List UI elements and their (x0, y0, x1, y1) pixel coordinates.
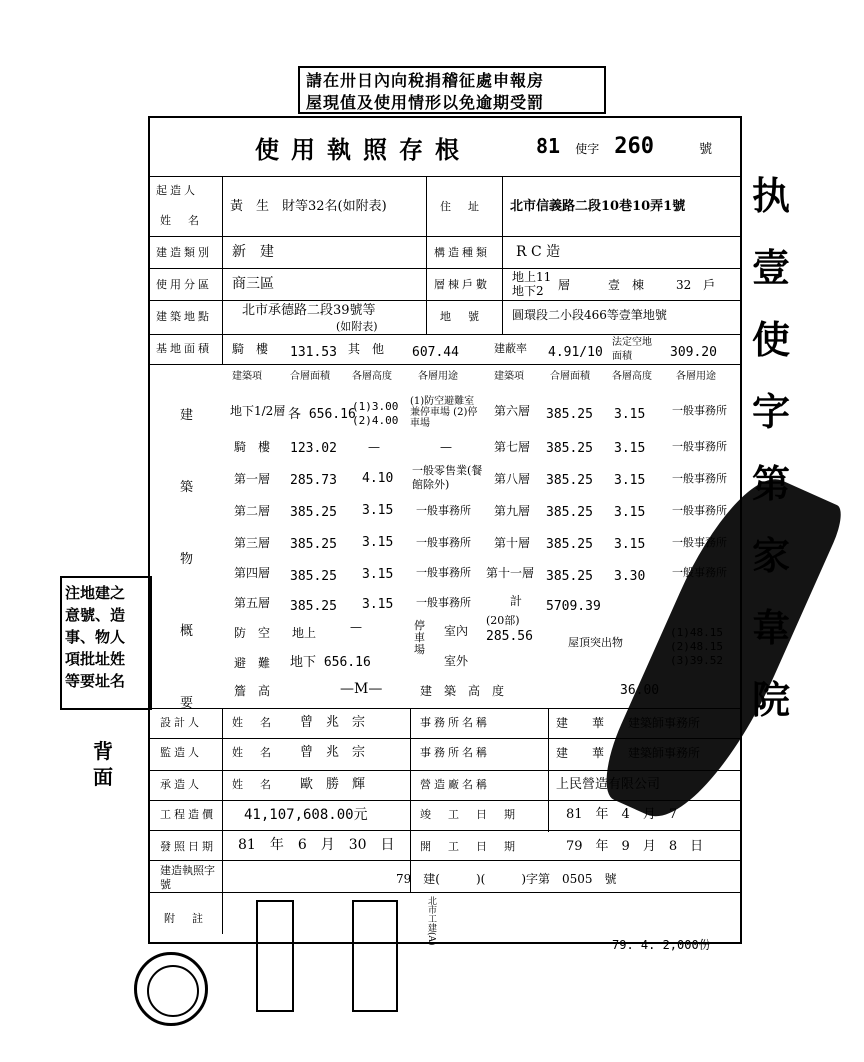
floor-use: 一般事務所 (672, 536, 727, 549)
floor-area: 385.25 (546, 407, 593, 422)
rule (150, 800, 740, 801)
floor-item: 地下1/2層 (230, 404, 286, 418)
back-char: 背 (93, 739, 113, 763)
rule (150, 364, 740, 365)
owner-value: 黃 生 財等32名(如附表) (230, 199, 387, 214)
header-height-2: 各層高度 (612, 371, 652, 382)
floor-area: 385.25 (546, 473, 593, 488)
bleed-char: 韋 (752, 605, 791, 650)
section-char: 建 (180, 408, 194, 423)
floor-height: 4.10 (362, 471, 394, 486)
floor-item: 第六層 (494, 404, 531, 418)
floor-item: 第五層 (234, 596, 271, 610)
address-value: 北市信義路二段10巷10弄1號 (510, 199, 686, 214)
floor-height: 3.15 (362, 567, 394, 582)
floor-item: 第一層 (234, 472, 271, 486)
start-label: 開 工 日 期 (420, 840, 518, 853)
roof-value-3: (3)39.52 (670, 654, 723, 667)
floors-ceng: 層 (558, 278, 571, 292)
floor-height: 3.15 (614, 407, 646, 422)
floor-item: 騎 樓 (234, 440, 271, 454)
floor-item: 第十層 (494, 536, 531, 550)
side-note-line: 等要址名 (65, 672, 126, 690)
print-note: 79. 4. 2,000份 (612, 938, 711, 952)
floor-use: 一般事務所 (672, 440, 727, 453)
ratio-value: 4.91/10 (548, 345, 603, 360)
parking-indoor: 室內 (444, 624, 469, 638)
floor-item: 第二層 (234, 504, 271, 518)
floor-area: 385.25 (546, 441, 593, 456)
floor-item: 第八層 (494, 472, 531, 486)
rule (150, 334, 740, 335)
designer-name: 曾 兆 宗 (300, 715, 366, 730)
company-value: 上民營造有限公司 (556, 777, 661, 792)
roof-value-2: (2)48.15 (670, 640, 723, 653)
notice-line-1: 請在卅日內向稅捐稽征處申報房 (306, 71, 545, 90)
floor-area: 123.02 (290, 441, 337, 456)
address-label: 住 址 (440, 200, 482, 213)
tax-notice-stamp (298, 66, 606, 114)
bleed-char: 第 (752, 461, 791, 506)
completion-value: 81 年 4 月 7 (566, 807, 678, 822)
owner-label-2: 姓 名 (160, 214, 202, 227)
rule (150, 300, 740, 301)
parking-outdoor: 室外 (444, 654, 469, 668)
ratio-label: 建蔽率 (494, 342, 527, 355)
bleed-char: 院 (752, 677, 791, 722)
floor-height: (1)3.00 (2)4.00 (352, 400, 399, 427)
floor-use: 一般事務所 (672, 566, 727, 579)
evacuation-value: 地下 656.16 (290, 655, 371, 670)
floor-area: 385.25 (290, 537, 337, 552)
designer-label: 設計人 (160, 716, 202, 729)
floors-dong: 壹 棟 (608, 278, 645, 292)
shelter-label: 防 空 (234, 626, 271, 640)
rule (150, 236, 740, 237)
contractor-label: 承造人 (160, 778, 202, 791)
back-char: 面 (93, 765, 113, 789)
floor-item: 第三層 (234, 536, 271, 550)
zone-value: 商三區 (232, 276, 274, 292)
other-label: 其 他 (348, 342, 385, 356)
contractor-name-label: 姓 名 (232, 778, 274, 791)
title-text: 使用執照存根 (255, 135, 471, 164)
office-label-2: 事務所名稱 (420, 746, 490, 759)
floor-height: 3.15 (362, 535, 394, 550)
approval-stamp-box (352, 900, 398, 1012)
parking-area: 285.56 (486, 629, 533, 644)
supervisor-office: 建 華 建築師事務所 (556, 746, 701, 760)
floor-height: 3.15 (362, 597, 394, 612)
other-value: 607.44 (412, 345, 459, 360)
floor-item: 第四層 (234, 566, 271, 580)
open-label: 法定空地面積 (612, 337, 652, 362)
rule (150, 860, 740, 861)
zone-label: 使用分區 (156, 278, 212, 291)
rule (150, 892, 740, 893)
bleed-char: 使 (752, 317, 791, 362)
side-note (60, 576, 152, 710)
floor-item: 第七層 (494, 440, 531, 454)
floors-up: 地上11 (512, 270, 552, 284)
permit-hao: 號 (699, 142, 713, 157)
rule (150, 738, 740, 739)
floor-area: 285.73 (290, 473, 337, 488)
floor-height: 3.15 (614, 473, 646, 488)
supervisor-name-label: 姓 名 (232, 746, 274, 759)
rule (150, 268, 740, 269)
header-height: 各層高度 (352, 371, 392, 382)
land-value: 圓環段二小段466等壹筆地號 (512, 308, 667, 322)
issue-label: 發照日期 (160, 840, 216, 853)
owner-label-1: 起造人 (156, 184, 198, 197)
floor-use: 一般事務所 (416, 504, 471, 517)
floor-area: 各 656.16 (288, 407, 356, 422)
bleed-char: 字 (752, 389, 791, 434)
building-height-value: 36.00 (620, 683, 660, 698)
header-use-2: 各層用途 (676, 371, 716, 382)
city-stamp: 北市工建(A) (426, 896, 436, 946)
evacuation-label: 避 難 (234, 656, 271, 670)
structure-value: R C 造 (516, 244, 561, 260)
total-area: 5709.39 (546, 599, 601, 614)
rule (150, 830, 740, 831)
remark-label: 附 註 (164, 912, 206, 925)
approval-stamp-box (256, 900, 294, 1012)
header-area-2: 合層面積 (550, 371, 590, 382)
floor-use: 一般事務所 (416, 596, 471, 609)
type-label: 建造類別 (156, 246, 212, 259)
shelter-up-value: — (350, 620, 362, 634)
rule (548, 708, 549, 832)
arcade-value: 131.53 (290, 345, 337, 360)
designer-name-label: 姓 名 (232, 716, 274, 729)
designer-office: 建 華 建築師事務所 (556, 716, 701, 730)
rule (150, 176, 740, 177)
completion-label: 竣 工 日 期 (420, 808, 518, 821)
floor-height: 3.15 (614, 537, 646, 552)
arcade-label: 騎 樓 (232, 342, 269, 356)
floor-area: 385.25 (290, 505, 337, 520)
section-char: 物 (180, 552, 194, 567)
company-label: 營造廠名稱 (420, 778, 490, 791)
notice-line-2: 屋現值及使用情形以免逾期受罰 (306, 93, 545, 112)
section-char: 築 (180, 480, 194, 495)
floor-use: 一般事務所 (416, 566, 471, 579)
permit-prefix: 81 (536, 134, 561, 158)
floor-height: 3.15 (614, 441, 646, 456)
rule (222, 708, 223, 934)
round-seal (134, 952, 208, 1026)
floor-use: — (440, 440, 452, 454)
floor-height: 3.30 (614, 569, 646, 584)
supervisor-label: 監造人 (160, 746, 202, 759)
office-label: 事務所名稱 (420, 716, 490, 729)
bleed-char: 执 (752, 173, 791, 218)
floor-height: — (368, 440, 380, 454)
section-char: 要 (180, 696, 194, 711)
rule (426, 176, 427, 334)
rule (150, 708, 740, 709)
permit-ref-label: 建造執照字號 (160, 864, 215, 891)
floor-use: (1)防空避難室 兼停車場 (2)停車場 (410, 396, 478, 429)
rule (502, 176, 503, 334)
floor-area: 385.25 (546, 537, 593, 552)
floor-use: 一般事務所 (672, 404, 727, 417)
floors-hu: 32 戶 (676, 278, 716, 292)
header-item: 建築項 (232, 371, 262, 382)
permit-zi: 使字 (575, 142, 600, 156)
parking-count: (20部) (486, 614, 520, 627)
bleed-char: 家 (752, 533, 791, 578)
permit-number (536, 134, 712, 159)
floor-height: 3.15 (362, 503, 394, 518)
building-height-label: 建 築 高 度 (420, 684, 505, 698)
side-note-line: 注地建之 (65, 584, 126, 602)
roof-label: 屋頂突出物 (568, 636, 623, 649)
issue-value: 81 年 6 月 30 日 (238, 837, 395, 853)
floor-item: 第十一層 (486, 566, 535, 580)
rule (222, 176, 223, 364)
header-use: 各層用途 (418, 371, 458, 382)
floor-area: 385.25 (546, 569, 593, 584)
header-area: 合層面積 (290, 371, 330, 382)
contractor-name: 歐 勝 輝 (300, 777, 366, 792)
header-item-2: 建築項 (494, 371, 524, 382)
eave-label: 簷 高 (234, 684, 271, 698)
site-label: 建築地點 (156, 310, 212, 323)
bleed-char: 壹 (752, 245, 791, 290)
rule (410, 708, 411, 892)
total-label: 計 (510, 594, 523, 608)
section-char: 概 (180, 624, 194, 639)
type-value: 新 建 (232, 244, 274, 260)
floor-use: 一般零售業(餐館除外) (412, 464, 483, 491)
cost-label: 工程造價 (160, 808, 216, 821)
area-label: 基地面積 (156, 342, 212, 355)
side-note-line: 事、物人 (65, 628, 126, 646)
bleed-through-text (752, 160, 802, 736)
site-value: 北市承德路二段39號等 (242, 303, 376, 318)
floor-use: 一般事務所 (672, 472, 727, 485)
floor-use: 一般事務所 (672, 504, 727, 517)
floor-area: 385.25 (290, 599, 337, 614)
floor-use: 一般事務所 (416, 536, 471, 549)
structure-label: 構造種類 (434, 246, 490, 259)
floors-label: 層棟戶數 (434, 278, 490, 291)
form-title (255, 130, 471, 165)
shelter-up: 地上 (292, 626, 317, 640)
supervisor-name: 曾 兆 宗 (300, 745, 366, 760)
eave-value: —M— (340, 681, 383, 697)
building-section-label (180, 380, 193, 740)
parking-label: 停車場 (414, 619, 425, 656)
side-note-line: 意號、造 (65, 606, 126, 624)
permit-no: 260 (614, 134, 655, 159)
floors-down: 地下2 (512, 284, 544, 298)
rule (150, 770, 740, 771)
floor-item: 第九層 (494, 504, 531, 518)
back-label (93, 738, 113, 790)
floor-area: 385.25 (546, 505, 593, 520)
land-label: 地 號 (440, 310, 482, 323)
cost-value: 41,107,608.00元 (244, 807, 368, 823)
permit-ref-value: 79 建( )( )字第 0505 號 (396, 872, 617, 886)
site-note: (如附表) (336, 320, 378, 333)
floor-area: 385.25 (290, 569, 337, 584)
side-note-line: 項批址姓 (65, 650, 126, 668)
start-value: 79 年 9 月 8 日 (566, 839, 704, 854)
roof-value-1: (1)48.15 (670, 626, 723, 639)
floor-height: 3.15 (614, 505, 646, 520)
open-value: 309.20 (670, 345, 717, 360)
